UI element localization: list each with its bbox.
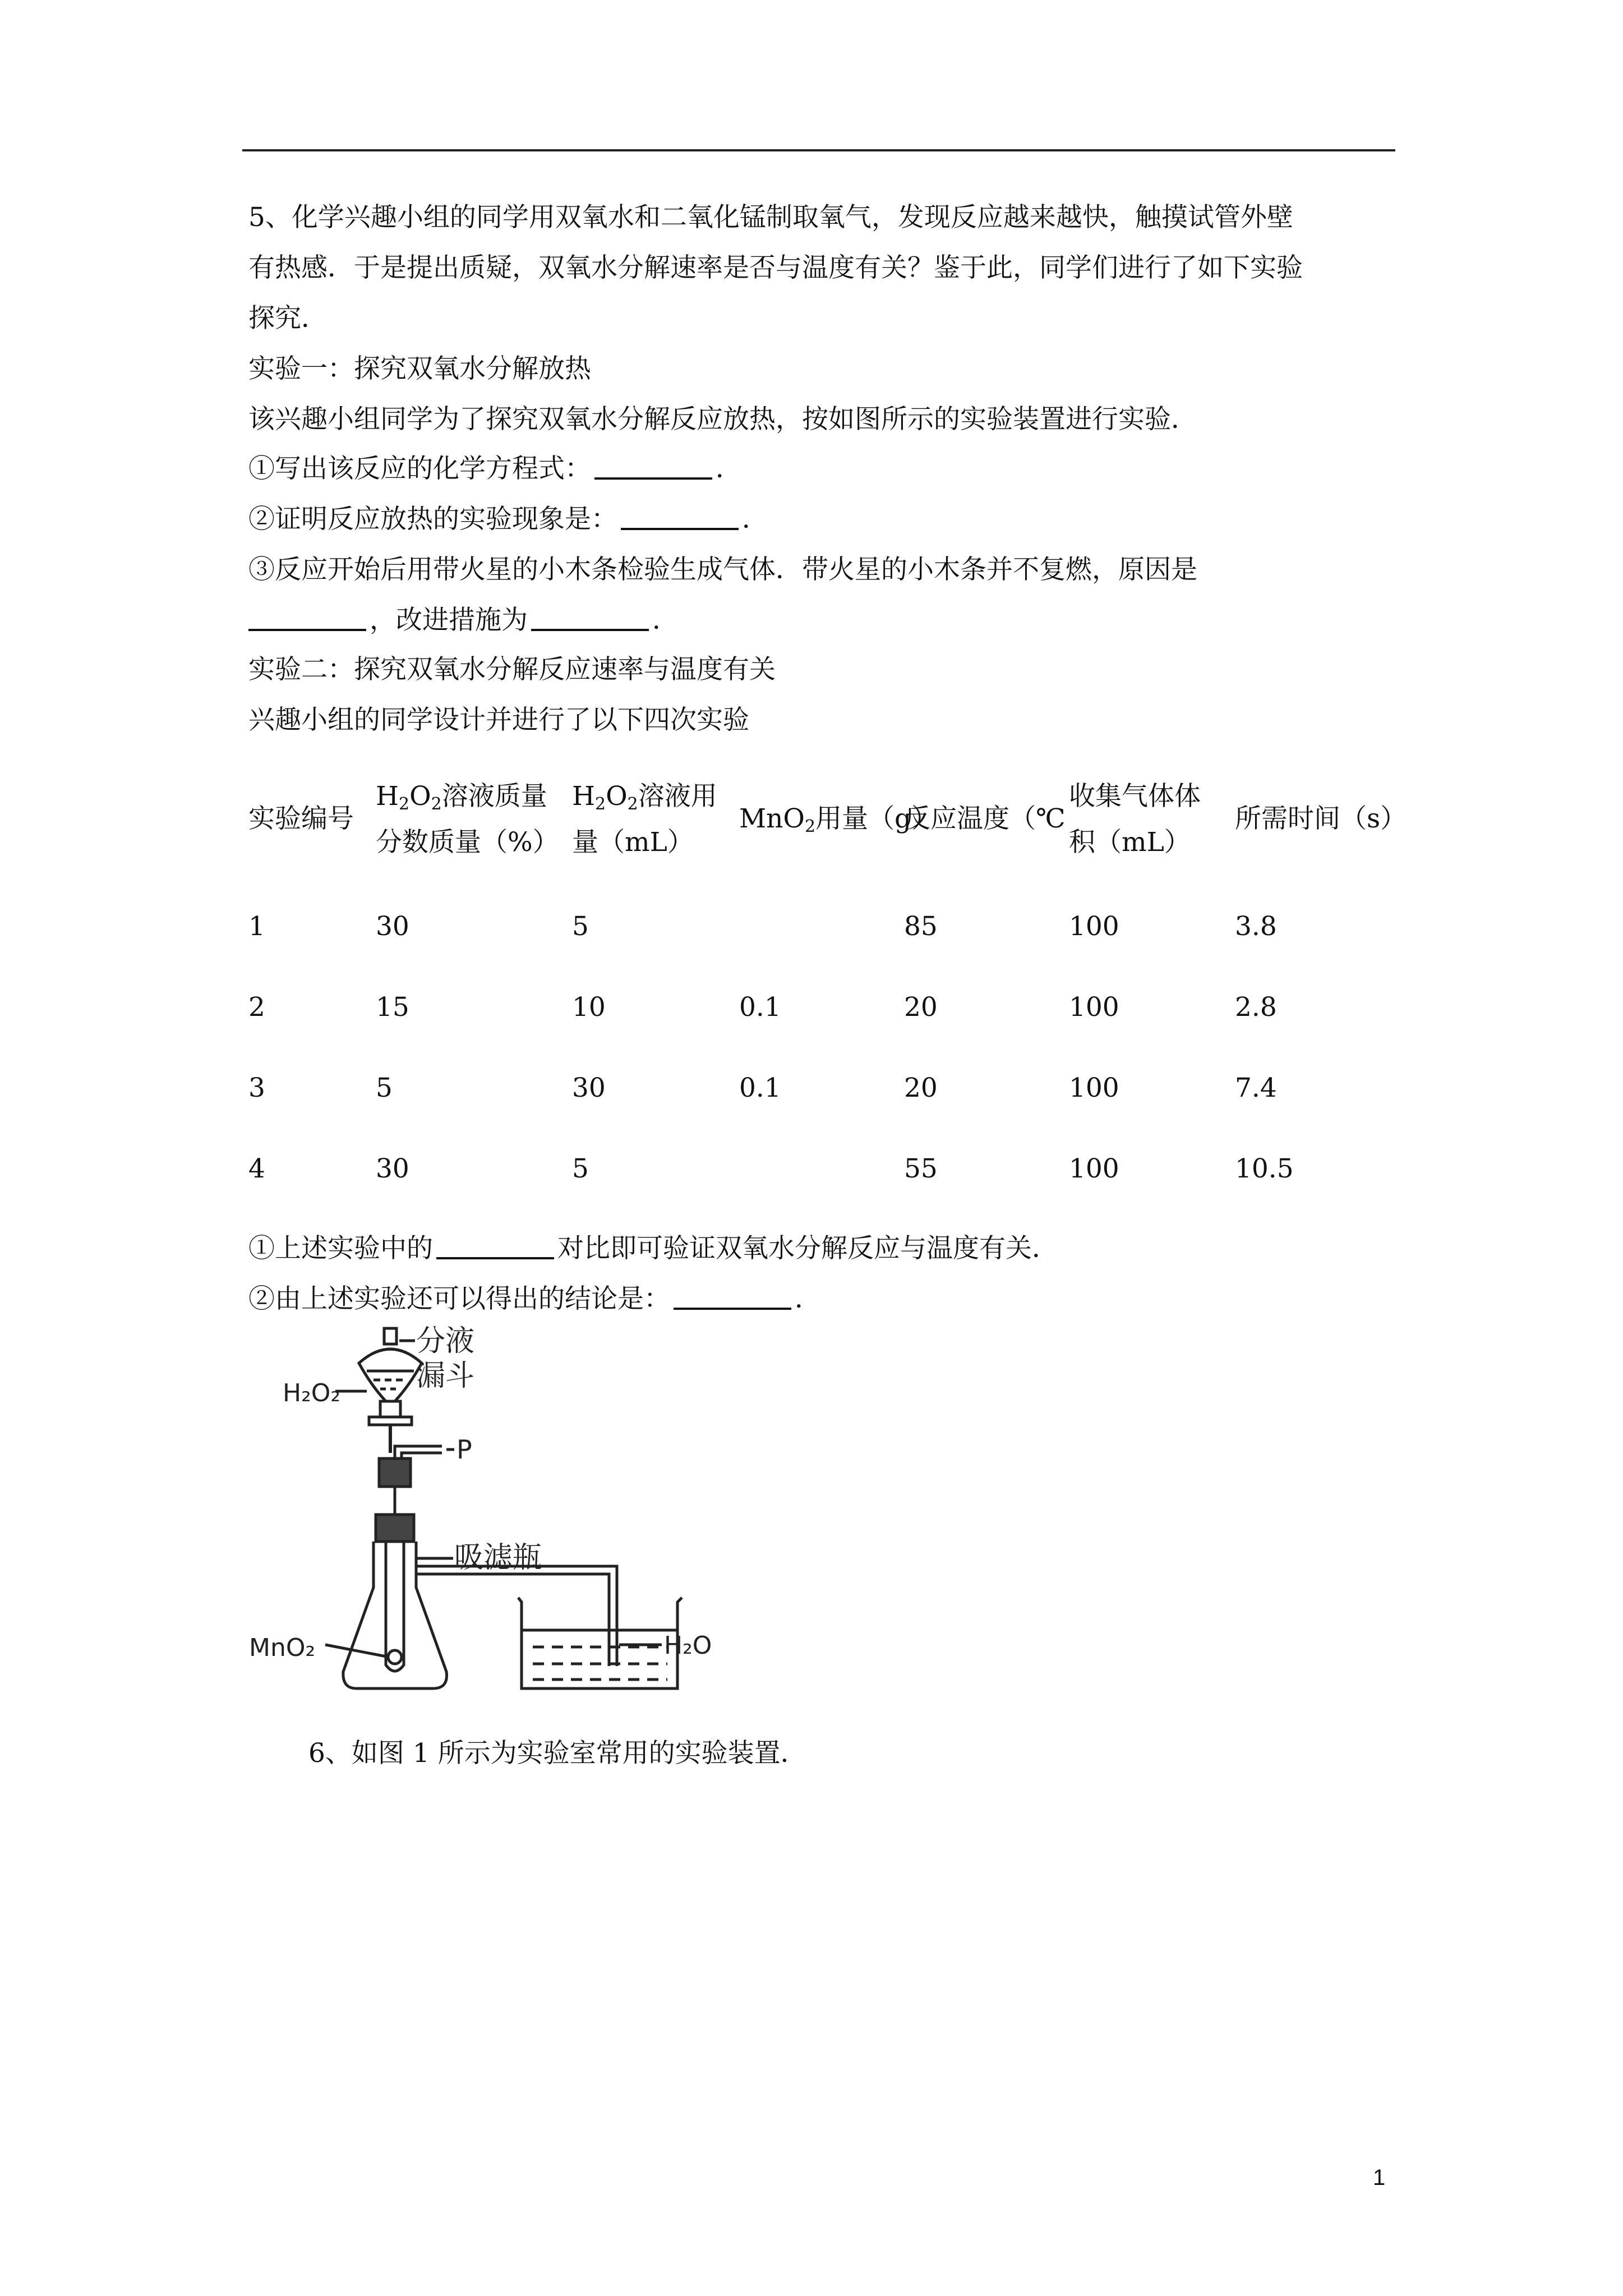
page-number: 1	[1373, 2165, 1386, 2190]
cell-gas-volume: 100	[1069, 1153, 1119, 1184]
answer-blank-4[interactable]	[531, 604, 649, 631]
cell-mno2: 0.1	[739, 992, 781, 1023]
stopcock	[369, 1417, 412, 1425]
q6-text: 6、如图 1 所示为实验室常用的实验装置．	[308, 1738, 807, 1769]
cell-exp-no: 1	[248, 911, 265, 942]
cell-time: 3.8	[1235, 911, 1277, 942]
label-h2o: H₂O	[664, 1631, 712, 1660]
header-rule	[242, 149, 1395, 151]
q5-sub5	[248, 1282, 821, 1316]
th-time: 所需时间（s）	[1235, 803, 1407, 834]
cell-gas-volume: 100	[1069, 911, 1119, 942]
th-concentration-2: 分数质量（%）	[376, 827, 559, 858]
answer-blank-3[interactable]	[248, 604, 366, 631]
answer-blank-1[interactable]	[594, 453, 712, 480]
exp2-desc: 兴趣小组的同学设计并进行了以下四次实验	[248, 705, 749, 735]
q5-sub1-text: ①写出该反应的化学方程式：	[248, 453, 591, 484]
cell-temperature: 20	[904, 1073, 938, 1103]
q5-sub2-text: ②证明反应放热的实验现象是：	[248, 504, 617, 535]
cell-volume: 5	[572, 1153, 589, 1184]
exp1-desc: 该兴趣小组同学为了探究双氧水分解反应放热，按如图所示的实验装置进行实验．	[248, 404, 1197, 435]
q5-sub3-cont	[248, 604, 679, 637]
q5-sub5-text: ②由上述实验还可以得出的结论是：	[248, 1283, 670, 1314]
funnel-stopper	[384, 1328, 396, 1344]
label-h2o2: H₂O₂	[283, 1379, 340, 1407]
upper-stopper	[379, 1458, 411, 1487]
mno2-solid	[388, 1650, 402, 1664]
cell-temperature: 55	[904, 1153, 938, 1184]
cell-time: 10.5	[1235, 1153, 1294, 1184]
cell-volume: 30	[572, 1073, 606, 1103]
q5-intro-line-3: 探究．	[248, 303, 328, 334]
cell-concentration: 5	[376, 1073, 393, 1103]
cell-time: 2.8	[1235, 992, 1277, 1023]
q5-intro-line-1: 5、化学兴趣小组的同学用双氧水和二氧化锰制取氧气，发现反应越来越快，触摸试管外壁	[248, 202, 1293, 233]
q5-sub3-mid: ，改进措施为	[370, 605, 528, 636]
label-funnel-1: 分液	[416, 1324, 475, 1358]
answer-blank-6[interactable]	[674, 1283, 791, 1310]
cell-time: 7.4	[1235, 1073, 1277, 1103]
cell-exp-no: 2	[248, 992, 265, 1023]
th-mno2: MnO$_2$用量（g）	[739, 803, 938, 836]
q5-sub4-pre: ①上述实验中的	[248, 1233, 433, 1264]
cell-concentration: 15	[376, 992, 409, 1023]
cell-concentration: 30	[376, 1153, 409, 1184]
q5-sub4	[248, 1232, 1058, 1266]
beaker	[518, 1598, 682, 1688]
cell-exp-no: 4	[248, 1153, 265, 1184]
exp1-title: 实验一：探究双氧水分解放热	[248, 353, 591, 384]
cell-temperature: 85	[904, 911, 938, 942]
q5-intro-line-2: 有热感．于是提出质疑，双氧水分解速率是否与温度有关？鉴于此，同学们进行了如下实验	[248, 252, 1303, 283]
cell-temperature: 20	[904, 992, 938, 1023]
answer-blank-5[interactable]	[436, 1232, 554, 1259]
period: ．	[652, 605, 679, 636]
period: ．	[742, 504, 768, 535]
answer-blank-2[interactable]	[621, 503, 739, 530]
q5-sub4-post: 对比即可验证双氧水分解反应与温度有关．	[557, 1233, 1058, 1264]
th-gas-volume-2: 积（mL）	[1069, 827, 1191, 858]
cell-volume: 10	[572, 992, 606, 1023]
label-funnel-2: 漏斗	[416, 1359, 475, 1393]
funnel-body	[359, 1349, 422, 1401]
cell-gas-volume: 100	[1069, 1073, 1119, 1103]
label-mno2: MnO₂	[249, 1634, 316, 1662]
delivery-tube	[416, 1566, 617, 1666]
th-exp-no: 实验编号	[248, 803, 354, 834]
period: ．	[795, 1283, 821, 1314]
label-p: P	[457, 1434, 472, 1465]
th-concentration-1: $H_2O_2$溶液质量	[376, 781, 547, 814]
lower-stopper	[376, 1515, 414, 1542]
q5-sub3: ③反应开始后用带火星的小木条检验生成气体．带火星的小木条并不复燃，原因是	[248, 554, 1197, 585]
apparatus-figure	[247, 1324, 751, 1705]
exp2-title: 实验二：探究双氧水分解反应速率与温度有关	[248, 654, 776, 685]
th-volume-2: 量（mL）	[572, 827, 694, 858]
cell-concentration: 30	[376, 911, 409, 942]
funnel-neck	[380, 1401, 400, 1417]
th-temperature: 反应温度（℃	[904, 803, 1066, 834]
q5-sub1	[248, 452, 742, 486]
period: ．	[716, 453, 742, 484]
cell-mno2: 0.1	[739, 1073, 781, 1103]
q5-sub2	[248, 503, 768, 536]
label-flask: 吸滤瓶	[454, 1541, 542, 1575]
cell-volume: 5	[572, 911, 589, 942]
cell-exp-no: 3	[248, 1073, 265, 1103]
cell-gas-volume: 100	[1069, 992, 1119, 1023]
th-volume-1: $H_2O_2$溶液用	[572, 781, 717, 814]
filter-flask	[343, 1542, 447, 1688]
th-gas-volume-1: 收集气体体	[1069, 781, 1201, 812]
